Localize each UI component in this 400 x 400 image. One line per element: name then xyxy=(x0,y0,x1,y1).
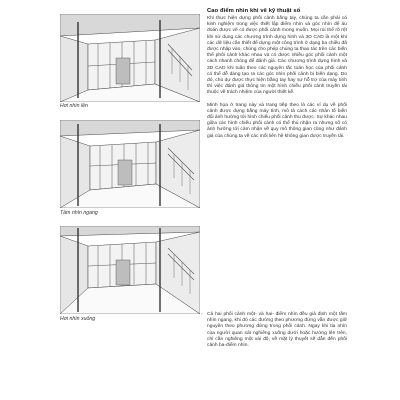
perspective-figure-looking-down xyxy=(60,226,200,314)
body-paragraph: Minh họa ở trang này và trang tiếp theo là các ví dụ về phối cảnh được dựng bằng máy tính, mô tả cách các nhân tố biến đổi ảnh hưởng tới hình chiếu phối cảnh thu được. Sự khác nhau giữa các hình chiếu phối cảnh có thể thú nhận ra nhưng số có ảnh hưởng tới cảm nhận về quy mô thông gian cũng như đánh giá của chúng ta về các mối liên hệ không gian được truyền tải. xyxy=(207,102,347,139)
side-note xyxy=(201,312,347,349)
perspective-figure-looking-up xyxy=(60,14,200,102)
perspective-figure-eye-level xyxy=(60,120,200,208)
side-note-text: Cả hai phối cảnh một- và hai- điểm nhìn đều giả định một tầm nhìn ngang, khi đó các đường theo phương đứng vẫn được giữ nguyên theo phương đứng trong phối cảnh. Ngay khi tia nhìn của người quan sát nghiêng xuống dưới hoặc hướng lên trên, chỉ cần nghiêng một vài độ, về mặt lý thuyết sẽ dẫn đến phối cảnh ba-điểm nhìn. xyxy=(207,312,347,349)
interior-perspective-drawing xyxy=(60,14,200,102)
figure-caption: Hơi nhìn lên xyxy=(60,103,88,109)
text-column xyxy=(207,8,347,146)
section-heading: Cao điểm nhìn khi vẽ kỹ thuật số xyxy=(207,8,301,14)
interior-perspective-drawing xyxy=(60,120,200,208)
figure-caption: Hơi nhìn xuống xyxy=(60,316,96,322)
interior-perspective-drawing xyxy=(60,226,200,314)
body-paragraph: Khi thực hiện dựng phối cảnh bằng tay, chúng ta cần phải có kinh nghiệm trong việc thiết lập điểm nhìn và góc nhìn để áu đoán được vẽ có được phối cảnh mong muốn. Mọi rủi thể rõ rệt khi sử dụng các chương trình dựng hình và 3D CAD là một khi các dữ liệu cần thiết để dựng một công trình ở dạng ba chiều đã được nhập vào, chúng cho phép chúng ta thao tác trên các biến thể phối cảnh khác nhau và có được nhiều góc phối cảnh một cách nhanh chóng để đánh giá. Các chương trình dựng hình và 3D CAD khi tuân theo các nguyên tắc toán học của phối cảnh có thể dễ dàng tạo ra các góc nhìn phối cảnh bị biến dạng. Do đó, chủ dự được thực hiện bằng tay hay sự hỗ trợ của máy tính thì việc đánh giá thông tin một hình chiếu phối cảnh truyền tải thuộc về trách nhiệm của người thiết kế. xyxy=(207,16,347,96)
figure-caption: Tầm nhìn ngang xyxy=(60,210,98,216)
bullet-dash: - xyxy=(201,312,203,317)
